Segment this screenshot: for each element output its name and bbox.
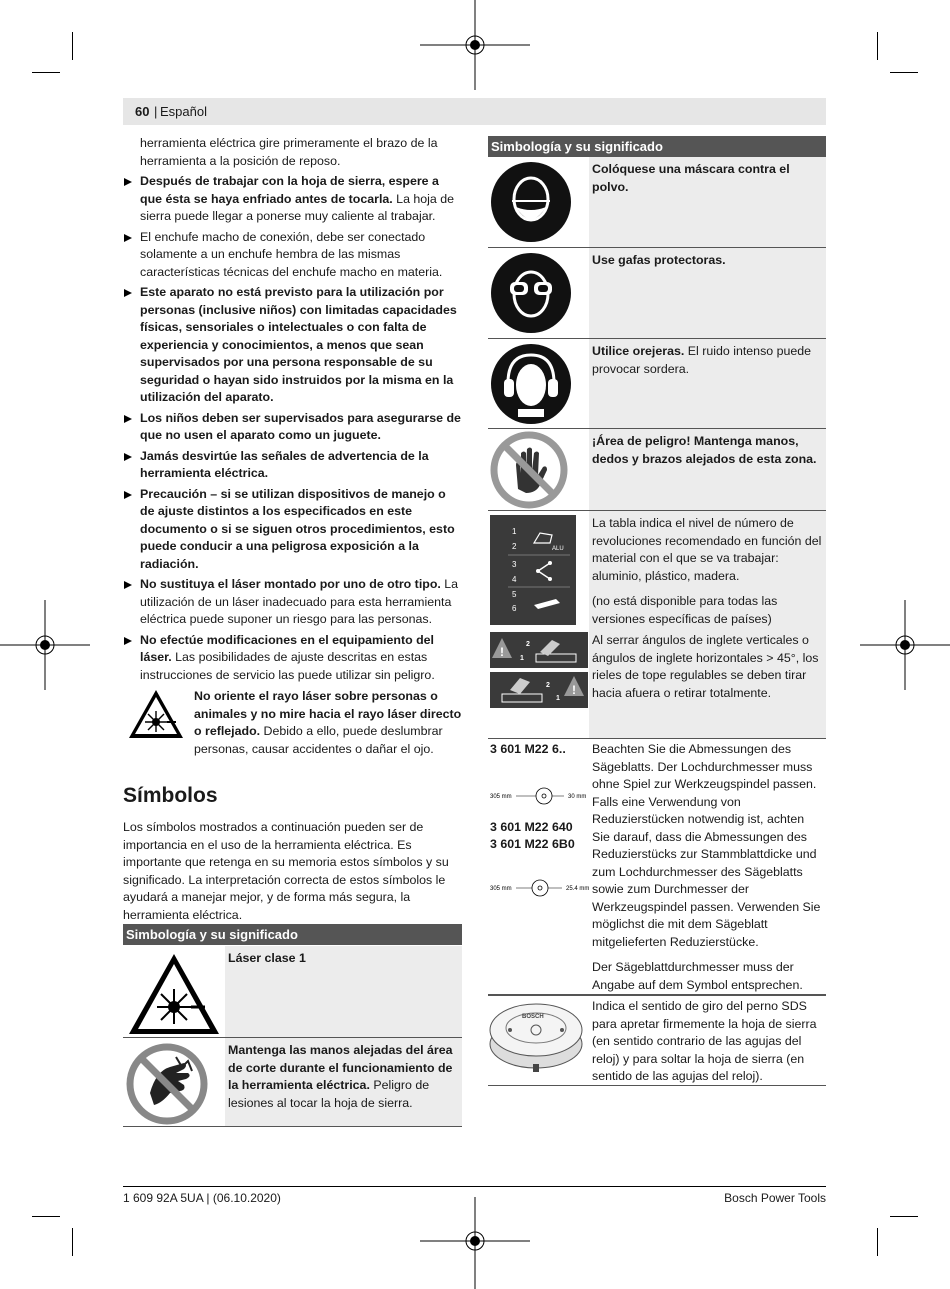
level-number: 5 xyxy=(512,590,517,599)
bullet-marker xyxy=(124,581,132,589)
bullet-item: Precaución – si se utilizan dispositivos de manejo o de ajuste distintos a los especificados en este documento o si se siguen otros procedimientos, esto puede conducir a una peligrosa exposición a la radiación. xyxy=(123,486,463,574)
rails-warning-icon xyxy=(490,632,588,710)
registration-mark xyxy=(0,600,90,690)
model-number: 3 601 M22 640 xyxy=(490,820,573,834)
danger-text: ¡Área de peligro! Mantenga manos, dedos y brazos alejados de esta zona. xyxy=(592,434,817,466)
blade-diameter-text: Der Sägeblattdurchmesser muss der Angabe auf dem Symbol entsprechen. xyxy=(592,960,803,992)
crop-mark xyxy=(890,1216,918,1217)
rails-text: Al serrar ángulos de inglete verticales o ángulos de inglete horizontales > 45°, los rieles de tope regulables se deben tirar hacia afuera o retirar totalmente. xyxy=(592,633,819,700)
level-number: 2 xyxy=(512,542,517,551)
mask-text: Colóquese una máscara contra el polvo. xyxy=(592,162,790,194)
model-number: 3 601 M22 6.. xyxy=(490,742,566,756)
crop-mark xyxy=(877,1228,878,1256)
symbol-table-heading: Simbología y su significado xyxy=(123,924,462,945)
bullet-item: Jamás desvirtúe las señales de advertencia de la herramienta eléctrica. xyxy=(123,448,463,483)
goggles-text: Use gafas protectoras. xyxy=(592,253,726,267)
bullet-marker xyxy=(124,453,132,461)
speed-level-note: (no está disponible para todas las versiones específicas de países) xyxy=(592,594,778,626)
blade-diagram xyxy=(490,877,590,899)
sds-text: Indica el sentido de giro del perno SDS para apretar firmemente la hoja de sierra (en sentido contrario de las agujas del reloj) y para soltar la hoja de sierra (en sentido de las agujas del reloj). xyxy=(592,999,817,1083)
blade-outer-label: 305 mm xyxy=(490,886,512,892)
symbol-row-laser-class xyxy=(123,946,462,1038)
rail-step: 2 xyxy=(526,641,530,648)
laser-class-icon xyxy=(127,952,221,1036)
bullet-marker xyxy=(124,415,132,423)
bullet-marker xyxy=(124,491,132,499)
danger-zone-icon xyxy=(490,431,568,509)
laser-class-text: Láser clase 1 xyxy=(228,951,306,965)
crop-mark xyxy=(890,72,918,73)
rail-step: 2 xyxy=(546,682,550,689)
crop-mark xyxy=(72,1228,73,1256)
left-column xyxy=(123,135,463,786)
symbol-row-goggles xyxy=(488,248,826,339)
rail-step: 1 xyxy=(520,655,524,662)
symbol-table-heading: Simbología y su significado xyxy=(488,136,826,157)
blade-inner-label: 25.4 mm xyxy=(566,886,590,892)
section-heading: Símbolos xyxy=(123,784,218,807)
crop-mark xyxy=(72,32,73,60)
bullet-item: Después de trabajar con la hoja de sierra, espere a que ésta se haya enfriado antes de tocarla. La hoja de sierra puede llegar a ponerse muy caliente al trabajar. xyxy=(123,173,463,226)
bullet-item: Este aparato no está previsto para la utilización por personas (inclusive niños) con limitadas capacidades físicas, sensoriales o intelectuales o con falta de experiencia y conocimientos, a menos que sean supervisados por una persona responsable de su seguridad o hayan sido instruidos por la misma en la utilización del aparato. xyxy=(123,284,463,407)
bullet-item: No sustituya el láser montado por uno de otro tipo. La utilización de un láser inadecuado para esta herramienta eléctrica puede suponer un riesgo para las personas. xyxy=(123,576,463,629)
svg-text:!: ! xyxy=(500,645,504,659)
blade-outer-label: 305 mm xyxy=(490,794,512,800)
svg-text:!: ! xyxy=(572,683,576,697)
speed-level-diagram xyxy=(490,515,576,625)
symbol-row-danger xyxy=(488,429,826,511)
ear-protection-icon xyxy=(490,343,572,425)
crop-mark xyxy=(32,72,60,73)
goggles-icon xyxy=(490,252,572,334)
speed-level-text: La tabla indica el nivel de número de revoluciones recomendado en función del material con el que se va trabajar: aluminio, plástico, madera. xyxy=(592,516,822,583)
symbol-row-ear xyxy=(488,339,826,429)
registration-mark xyxy=(420,0,530,90)
no-hands-icon xyxy=(126,1043,208,1125)
symbol-row-rails xyxy=(488,630,826,738)
bullet-marker xyxy=(124,289,132,297)
level-number: 3 xyxy=(512,560,517,569)
page-header xyxy=(123,98,826,125)
footer-brand: Bosch Power Tools xyxy=(724,1191,826,1205)
bosch-logo-text: BOSCH xyxy=(522,1014,544,1020)
level-number: 6 xyxy=(512,604,517,613)
symbol-row-speed-level xyxy=(488,511,826,630)
registration-mark xyxy=(860,600,950,690)
blade-diagram xyxy=(490,785,590,807)
ear-text: Utilice orejeras. El ruido intenso puede provocar sordera. xyxy=(592,344,812,376)
bullet-item: No efectúe modificaciones en el equipamiento del láser. Las posibilidades de ajuste descritas en estas instrucciones de servicio las puede utilizar sin peligro. xyxy=(123,632,463,685)
laser-warning-icon xyxy=(127,688,185,740)
section-language: Español xyxy=(160,104,207,119)
symbol-row-mask xyxy=(488,157,826,248)
laser-warning-text: No oriente el rayo láser sobre personas o animales y no mire hacia el rayo láser directo o reflejado. Debido a ello, puede deslumbrar personas, causar accidentes o dañar el ojo. xyxy=(194,689,462,756)
level-number: 1 xyxy=(512,527,517,536)
model-number: 3 601 M22 6B0 xyxy=(490,837,575,851)
header-divider: | xyxy=(154,104,158,119)
paragraph: herramienta eléctrica gire primeramente el brazo de la herramienta a la posición de reposo. xyxy=(140,136,438,168)
symbols-intro: Los símbolos mostrados a continuación pueden ser de importancia en el uso de la herramienta eléctrica. Es importante que retenga en su memoria estos símbolos y su significado. La interpretación correcta de estos símbolos le ayudará a manejar mejor, y de forma más segura, la herramienta eléctrica. xyxy=(123,820,449,922)
speed-level-icon xyxy=(490,515,576,625)
no-hands-text: Mantenga las manos alejadas del área de corte durante el funcionamiento de la herramienta eléctrica. Peligro de lesiones al tocar la hoja de sierra. xyxy=(228,1043,453,1110)
alu-label: ALU xyxy=(552,546,564,552)
footer-docnumber: 1 609 92A 5UA | (06.10.2020) xyxy=(123,1191,281,1205)
laser-warning xyxy=(123,688,463,786)
sds-flange-icon xyxy=(488,998,584,1076)
footer-rule xyxy=(123,1186,826,1187)
blade-size-text: Beachten Sie die Abmessungen des Sägeblatts. Der Lochdurchmesser muss ohne Spiel zur Werkzeugspindel passen. Falls eine Verwendung von Reduzierstücken notwendig ist, achten Sie darauf, dass die Abmessungen des Reduzierstücks zur Stammblattdicke und zum Lochdurchmesser des Sägeblatts sowie zum Durchmesser der Werkzeugspindel passen. Verwenden Sie möglichst die mit dem Sägeblatt mitgelieferten Reduzierstücke. xyxy=(592,742,821,949)
page-number: 60 xyxy=(135,104,150,119)
rail-step: 1 xyxy=(556,695,560,702)
crop-mark xyxy=(877,32,878,60)
level-number: 4 xyxy=(512,575,517,584)
symbol-row-blade-size xyxy=(488,738,826,995)
symbol-row-hands xyxy=(123,1038,462,1127)
bullet-marker xyxy=(124,234,132,242)
symbol-row-sds xyxy=(488,995,826,1086)
bullet-item: El enchufe macho de conexión, debe ser conectado solamente a un enchufe hembra de las mismas características técnicas del enchufe macho en materia. xyxy=(123,229,463,282)
bullet-marker xyxy=(124,178,132,186)
crop-mark xyxy=(32,1216,60,1217)
dust-mask-icon xyxy=(490,161,572,243)
registration-mark xyxy=(420,1197,530,1289)
bullet-marker xyxy=(124,637,132,645)
bullet-item: Los niños deben ser supervisados para asegurarse de que no usen el aparato como un juguete. xyxy=(123,410,463,445)
blade-inner-label: 30 mm xyxy=(568,794,587,800)
